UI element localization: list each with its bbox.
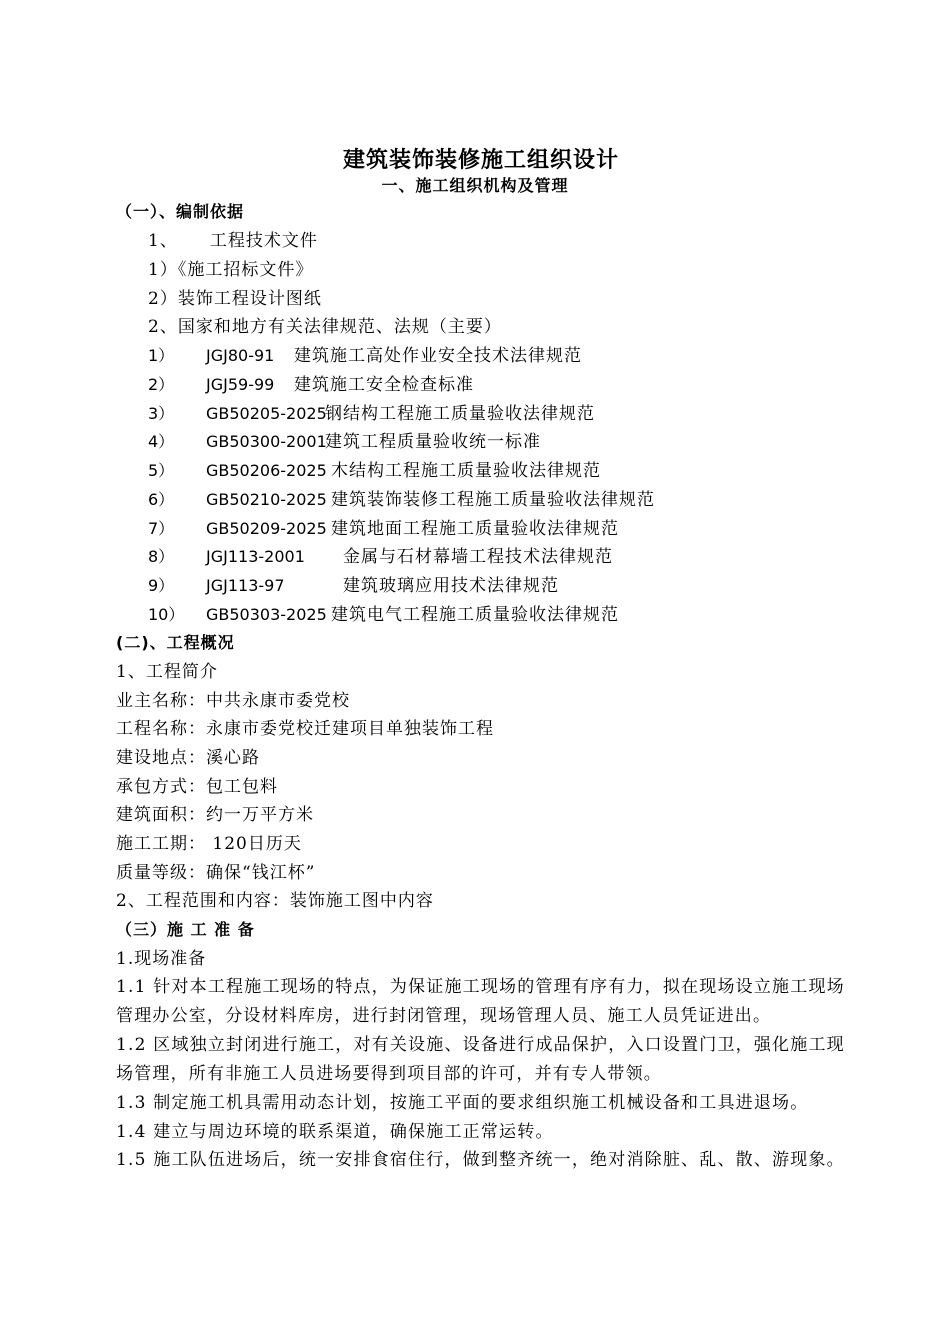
construction-site: 建设地点：溪心路 — [116, 748, 260, 768]
standard-code: JGJ113-97 — [206, 576, 285, 595]
standard-desc: 建筑电气工程施工质量验收法律规范 — [331, 605, 619, 625]
standard-code: GB50206-2025 — [206, 461, 327, 480]
standard-desc: 木结构工程施工质量验收法律规范 — [331, 461, 601, 481]
standard-desc: 钢结构工程施工质量验收法律规范 — [325, 404, 595, 424]
standard-num: 2） — [148, 375, 175, 394]
standard-num: 1） — [148, 346, 175, 365]
owner-name: 业主名称：中共永康市委党校 — [116, 691, 350, 711]
standard-num: 10） — [148, 605, 185, 624]
standard-code: JGJ59-99 — [206, 375, 275, 394]
project-name: 工程名称：永康市委党校迁建项目单独装饰工程 — [116, 719, 494, 739]
contract-mode: 承包方式：包工包料 — [116, 777, 278, 797]
standard-desc: 建筑施工高处作业安全技术法律规范 — [294, 346, 582, 366]
heading-preparation: （三）施 工 准 备 — [116, 920, 255, 939]
standard-num: 9） — [148, 576, 175, 595]
standard-code: GB50303-2025 — [206, 605, 327, 624]
paragraph-1-5: 1.5 施工队伍进场后，统一安排食宿住行，做到整齐统一，绝对消除脏、乱、散、游现象。 — [116, 1150, 845, 1170]
item-tender-docs: 1）《施工招标文件》 — [148, 260, 314, 280]
standard-desc: 建筑玻璃应用技术法律规范 — [343, 576, 559, 596]
document-title: 建筑装饰装修施工组织设计 — [342, 148, 619, 173]
item-design-drawings: 2）装饰工程设计图纸 — [148, 289, 322, 309]
building-area: 建筑面积：约一万平方米 — [116, 805, 314, 825]
item-regulations: 2、国家和地方有关法律规范、法规（主要） — [148, 317, 502, 337]
heading-basis: （一）、编制依据 — [116, 202, 245, 221]
quality-grade: 质量等级：确保“钱江杯” — [116, 863, 316, 883]
standard-num: 5） — [148, 461, 175, 480]
standard-num: 8） — [148, 547, 175, 566]
paragraph-1-3: 1.3 制定施工机具需用动态计划，按施工平面的要求组织施工机械设备和工具进退场。 — [116, 1093, 809, 1113]
standard-num: 7） — [148, 519, 175, 538]
standard-code: JGJ80-91 — [206, 346, 275, 365]
standard-num: 4） — [148, 432, 175, 451]
standard-code: GB50205-2025 — [206, 404, 327, 423]
site-preparation: 1.现场准备 — [116, 949, 207, 969]
standard-num: 6） — [148, 490, 175, 509]
standard-desc: 建筑工程质量验收统一标准 — [325, 432, 541, 452]
paragraph-1-4: 1.4 建立与周边环境的联系渠道，确保施工正常运转。 — [116, 1122, 554, 1142]
project-scope: 2、工程范围和内容：装饰施工图中内容 — [116, 891, 434, 911]
standard-desc: 建筑施工安全检查标准 — [294, 375, 474, 395]
construction-period: 施工工期： 120日历天 — [116, 834, 302, 854]
standard-code: GB50209-2025 — [206, 519, 327, 538]
paragraph-1-1: 1.1 针对本工程施工现场的特点，为保证施工现场的管理有序有力，拟在现场设立施工现场管理办公室，分设材料库房，进行封闭管理，现场管理人员、施工人员凭证进出。 — [116, 977, 845, 1026]
section-title: 一、施工组织机构及管理 — [381, 176, 569, 195]
standard-num: 3） — [148, 404, 175, 423]
standard-desc: 建筑装饰装修工程施工质量验收法律规范 — [331, 490, 655, 510]
item-tech-docs: 1、 工程技术文件 — [148, 231, 318, 251]
standard-code: GB50210-2025 — [206, 490, 327, 509]
standard-code: GB50300-2001 — [206, 432, 327, 451]
paragraph-1-2: 1.2 区域独立封闭进行施工，对有关设施、设备进行成品保护，入口设置门卫，强化施工现场管理，所有非施工人员进场要得到项目部的许可，并有专人带领。 — [116, 1035, 845, 1084]
standard-desc: 金属与石材幕墙工程技术法律规范 — [343, 547, 613, 567]
heading-overview: (二)、工程概况 — [116, 633, 235, 652]
project-intro: 1、工程简介 — [116, 662, 218, 682]
standard-desc: 建筑地面工程施工质量验收法律规范 — [331, 519, 619, 539]
standard-code: JGJ113-2001 — [206, 547, 305, 566]
